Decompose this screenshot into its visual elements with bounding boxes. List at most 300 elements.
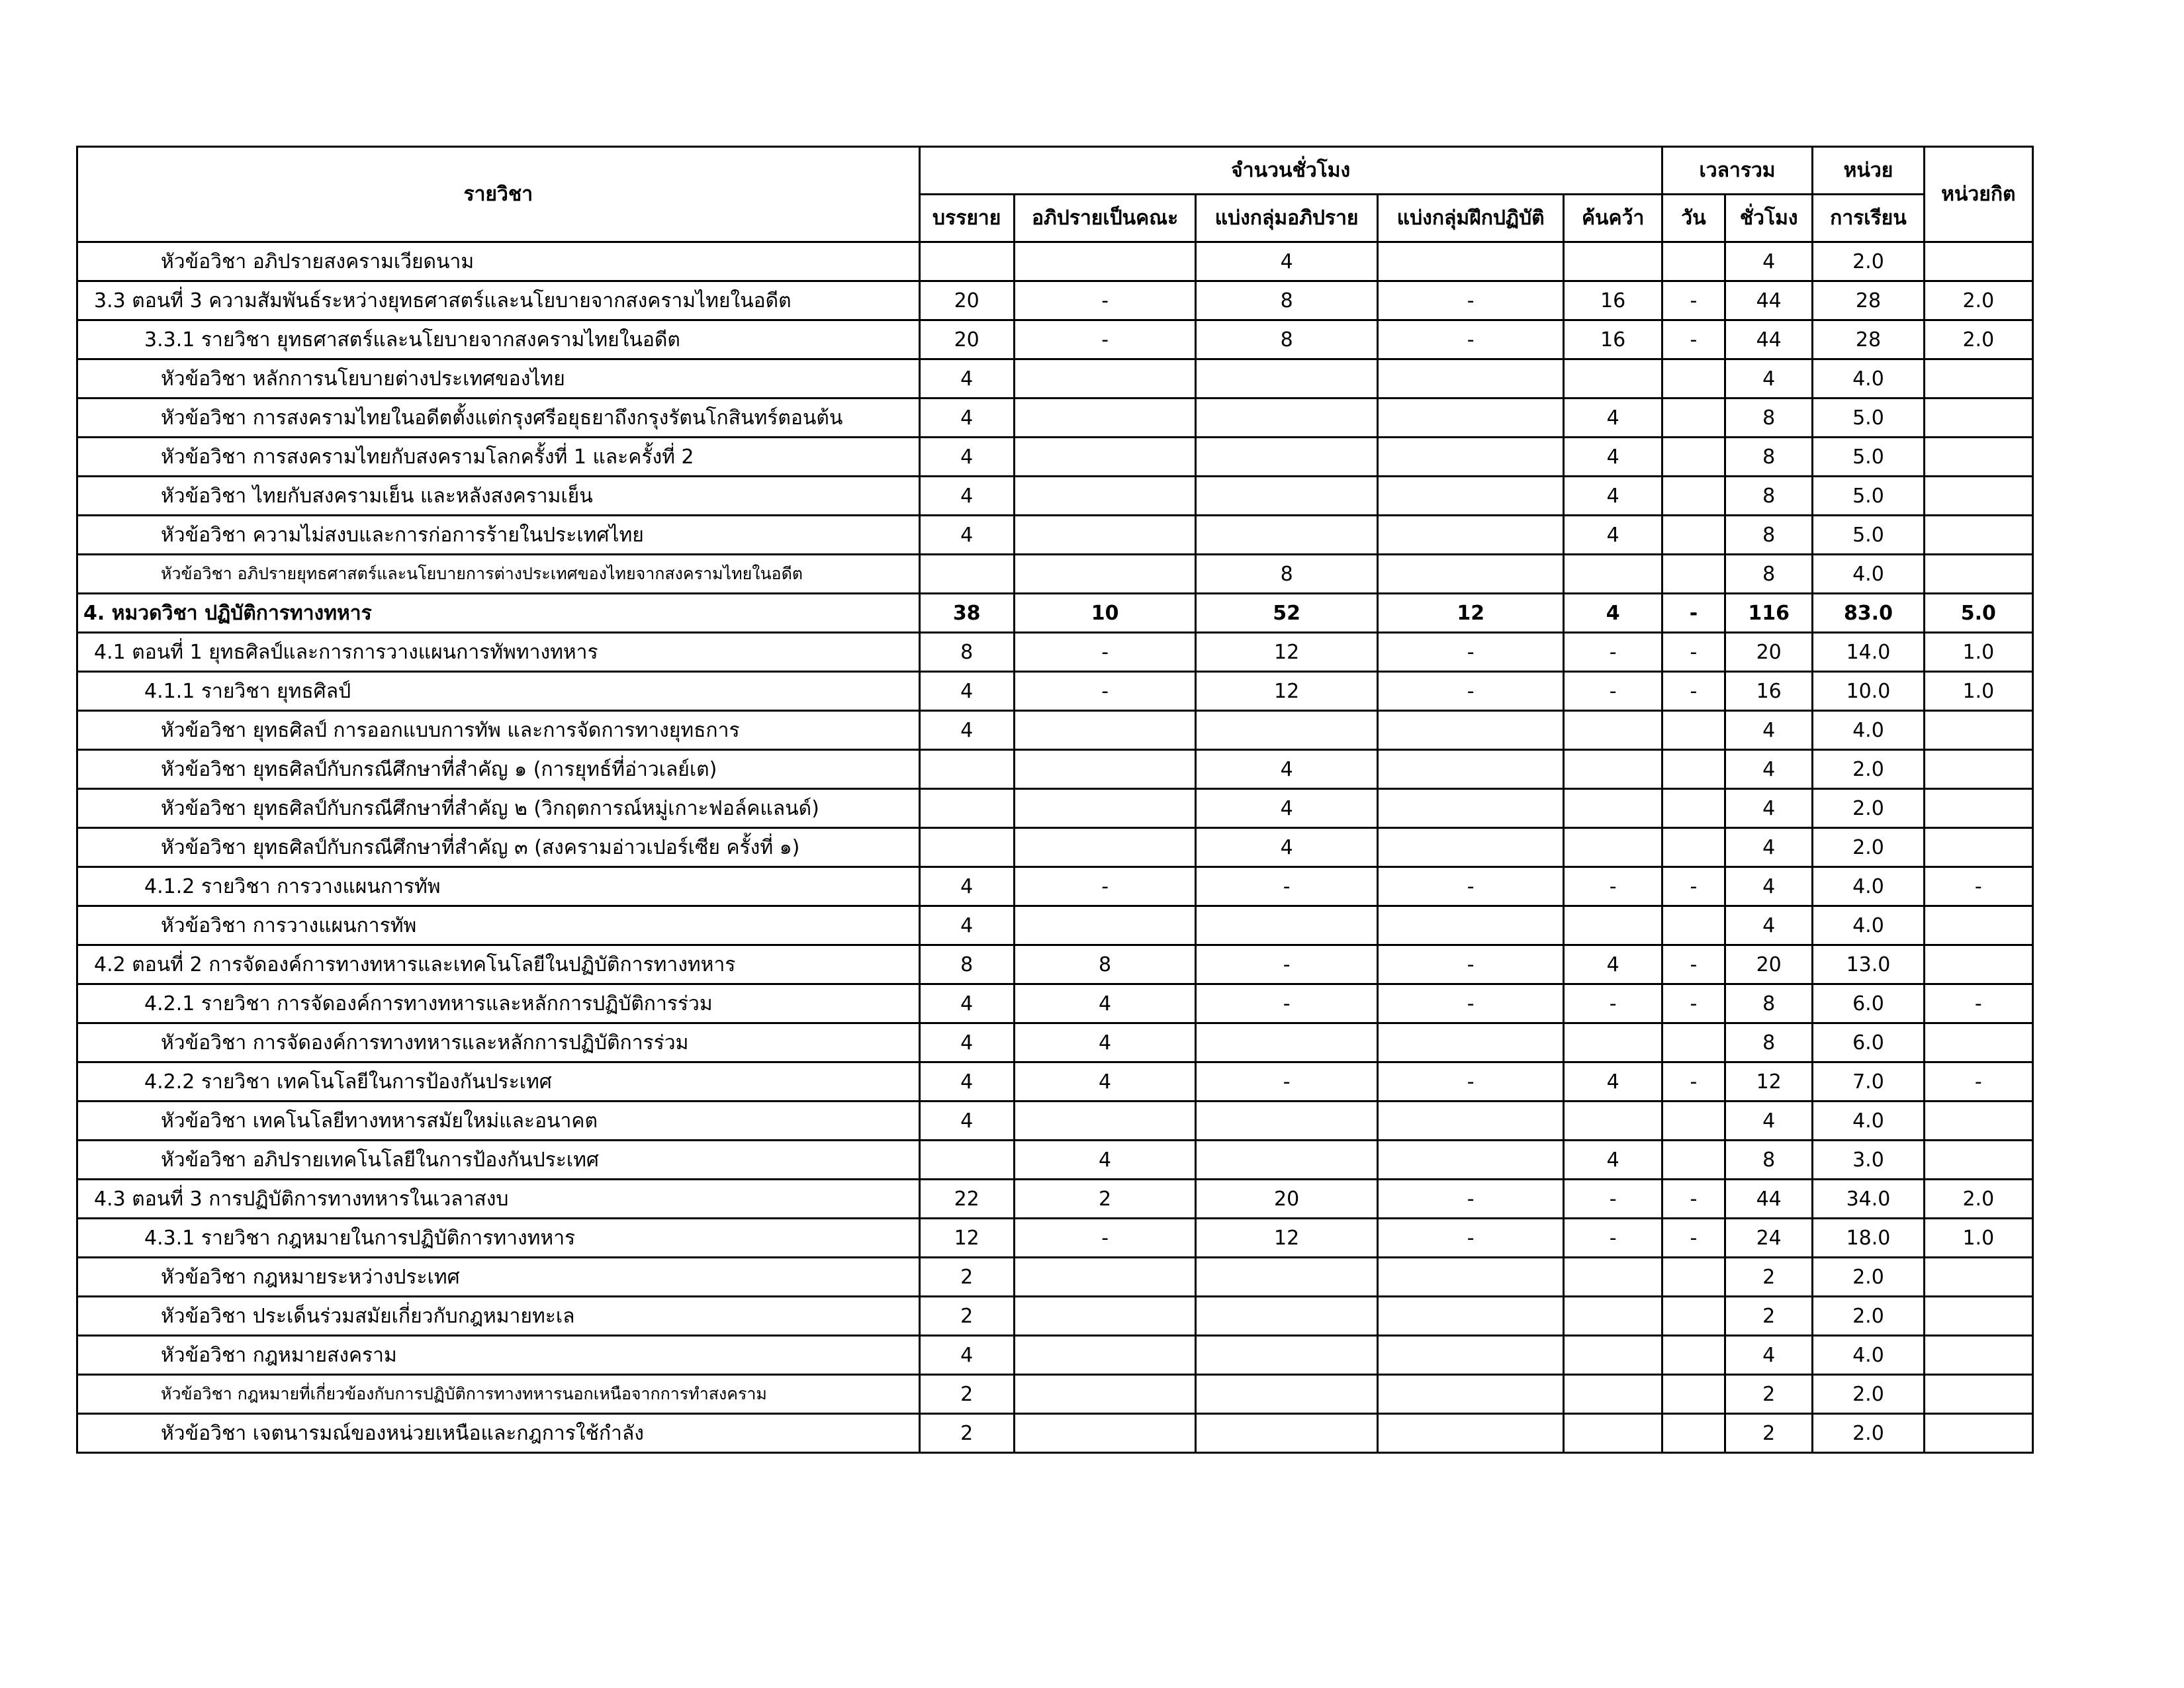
cell-subgroup-discussion: 4 — [1196, 750, 1378, 789]
cell-hours: 4 — [1725, 1336, 1813, 1375]
cell-subgroup-practice: - — [1377, 281, 1564, 320]
cell-group-discussion — [1014, 242, 1196, 281]
cell-group-discussion: 4 — [1014, 1141, 1196, 1180]
cell-unit: 2.0 — [1813, 1258, 1924, 1297]
cell-research: - — [1564, 672, 1662, 711]
cell-subgroup-practice — [1377, 906, 1564, 945]
cell-hours: 4 — [1725, 242, 1813, 281]
cell-lecture: 4 — [919, 984, 1014, 1023]
cell-subgroup-discussion — [1196, 1375, 1378, 1414]
cell-group-discussion — [1014, 1336, 1196, 1375]
cell-credit: 2.0 — [1924, 1180, 2032, 1219]
cell-subgroup-discussion — [1196, 711, 1378, 750]
cell-research — [1564, 1375, 1662, 1414]
cell-credit — [1924, 1023, 2032, 1062]
cell-unit: 4.0 — [1813, 867, 1924, 906]
cell-hours: 2 — [1725, 1297, 1813, 1336]
cell-days — [1662, 750, 1725, 789]
cell-lecture: 2 — [919, 1375, 1014, 1414]
cell-subgroup-practice — [1377, 555, 1564, 594]
cell-hours: 116 — [1725, 594, 1813, 633]
cell-days — [1662, 1258, 1725, 1297]
cell-credit — [1924, 1297, 2032, 1336]
table-row — [77, 867, 2033, 906]
cell-days: - — [1662, 1219, 1725, 1258]
cell-unit: 4.0 — [1813, 1336, 1924, 1375]
cell-hours: 20 — [1725, 945, 1813, 984]
row-subject: 4.1.1 รายวิชา ยุทธศิลป์ — [77, 672, 920, 711]
header-total-time: เวลารวม — [1662, 147, 1812, 195]
table-row — [77, 1336, 2033, 1375]
table-body — [77, 242, 2033, 1453]
cell-group-discussion: 10 — [1014, 594, 1196, 633]
cell-subgroup-practice — [1377, 1414, 1564, 1453]
cell-days: - — [1662, 1180, 1725, 1219]
table-row — [77, 828, 2033, 867]
cell-credit — [1924, 1414, 2032, 1453]
cell-group-discussion: - — [1014, 1219, 1196, 1258]
cell-days: - — [1662, 594, 1725, 633]
cell-research: - — [1564, 867, 1662, 906]
cell-research: - — [1564, 984, 1662, 1023]
cell-unit: 34.0 — [1813, 1180, 1924, 1219]
cell-unit: 83.0 — [1813, 594, 1924, 633]
cell-unit: 4.0 — [1813, 906, 1924, 945]
cell-unit: 5.0 — [1813, 477, 1924, 516]
cell-research: 4 — [1564, 477, 1662, 516]
header-unit-bottom: การเรียน — [1813, 195, 1924, 242]
cell-days: - — [1662, 1062, 1725, 1102]
cell-credit — [1924, 477, 2032, 516]
row-subject: หัวข้อวิชา การวางแผนการทัพ — [77, 906, 920, 945]
cell-days — [1662, 1297, 1725, 1336]
table-row — [77, 750, 2033, 789]
cell-research — [1564, 1023, 1662, 1062]
cell-subgroup-discussion: 4 — [1196, 242, 1378, 281]
cell-group-discussion: - — [1014, 320, 1196, 359]
cell-hours: 20 — [1725, 633, 1813, 672]
cell-subgroup-practice: - — [1377, 1062, 1564, 1102]
cell-days: - — [1662, 945, 1725, 984]
cell-group-discussion — [1014, 438, 1196, 477]
cell-lecture: 38 — [919, 594, 1014, 633]
cell-group-discussion — [1014, 516, 1196, 555]
cell-subgroup-discussion — [1196, 1414, 1378, 1453]
cell-lecture: 8 — [919, 945, 1014, 984]
cell-hours: 4 — [1725, 711, 1813, 750]
cell-lecture: 20 — [919, 281, 1014, 320]
cell-hours: 44 — [1725, 320, 1813, 359]
cell-credit — [1924, 945, 2032, 984]
cell-credit — [1924, 1375, 2032, 1414]
cell-subgroup-practice — [1377, 1258, 1564, 1297]
cell-lecture — [919, 242, 1014, 281]
cell-research: 16 — [1564, 281, 1662, 320]
cell-hours: 8 — [1725, 516, 1813, 555]
cell-unit: 28 — [1813, 320, 1924, 359]
cell-lecture: 4 — [919, 399, 1014, 438]
cell-days — [1662, 438, 1725, 477]
row-subject: 4.2.1 รายวิชา การจัดองค์การทางทหารและหลักการปฏิบัติการร่วม — [77, 984, 920, 1023]
cell-lecture: 2 — [919, 1297, 1014, 1336]
table-row — [77, 1180, 2033, 1219]
cell-lecture: 4 — [919, 1102, 1014, 1141]
cell-days: - — [1662, 281, 1725, 320]
row-subject: หัวข้อวิชา ยุทธศิลป์กับกรณีศึกษาที่สำคัญ ๓ (สงครามอ่าวเปอร์เซีย ครั้งที่ ๑) — [77, 828, 920, 867]
cell-subgroup-practice: - — [1377, 867, 1564, 906]
cell-research: - — [1564, 633, 1662, 672]
table-row — [77, 1375, 2033, 1414]
cell-group-discussion: 8 — [1014, 945, 1196, 984]
cell-hours: 8 — [1725, 1023, 1813, 1062]
cell-credit — [1924, 750, 2032, 789]
cell-subgroup-discussion: 20 — [1196, 1180, 1378, 1219]
cell-days: - — [1662, 672, 1725, 711]
cell-subgroup-practice — [1377, 438, 1564, 477]
cell-group-discussion — [1014, 828, 1196, 867]
cell-lecture: 4 — [919, 672, 1014, 711]
cell-subgroup-practice — [1377, 359, 1564, 399]
cell-research — [1564, 1258, 1662, 1297]
cell-subgroup-discussion — [1196, 477, 1378, 516]
cell-subgroup-discussion — [1196, 1141, 1378, 1180]
cell-hours: 4 — [1725, 750, 1813, 789]
header-days: วัน — [1662, 195, 1725, 242]
table-row — [77, 438, 2033, 477]
cell-group-discussion — [1014, 1297, 1196, 1336]
header-hours-group: จำนวนชั่วโมง — [919, 147, 1662, 195]
cell-lecture: 4 — [919, 477, 1014, 516]
cell-group-discussion — [1014, 1375, 1196, 1414]
cell-subgroup-practice: - — [1377, 1180, 1564, 1219]
cell-subgroup-practice — [1377, 242, 1564, 281]
cell-days — [1662, 477, 1725, 516]
cell-lecture: 4 — [919, 867, 1014, 906]
row-subject: หัวข้อวิชา อภิปรายเทคโนโลยีในการป้องกันประเทศ — [77, 1141, 920, 1180]
cell-hours: 4 — [1725, 359, 1813, 399]
row-subject: หัวข้อวิชา กฎหมายระหว่างประเทศ — [77, 1258, 920, 1297]
header-subgroup-discussion: แบ่งกลุ่มอภิปราย — [1196, 195, 1378, 242]
cell-subgroup-practice — [1377, 1023, 1564, 1062]
cell-credit: - — [1924, 867, 2032, 906]
cell-credit — [1924, 711, 2032, 750]
cell-hours: 2 — [1725, 1258, 1813, 1297]
cell-subgroup-discussion — [1196, 1023, 1378, 1062]
cell-days — [1662, 1375, 1725, 1414]
cell-subgroup-practice — [1377, 828, 1564, 867]
header-hours: ชั่วโมง — [1725, 195, 1813, 242]
cell-days: - — [1662, 633, 1725, 672]
cell-subgroup-discussion — [1196, 438, 1378, 477]
cell-unit: 5.0 — [1813, 438, 1924, 477]
cell-unit: 2.0 — [1813, 828, 1924, 867]
header-unit-top: หน่วย — [1813, 147, 1924, 195]
row-subject: 3.3 ตอนที่ 3 ความสัมพันธ์ระหว่างยุทธศาสตร์และนโยบายจากสงครามไทยในอดีต — [77, 281, 920, 320]
cell-subgroup-discussion: - — [1196, 867, 1378, 906]
row-subject: หัวข้อวิชา ยุทธศิลป์ การออกแบบการทัพ และการจัดการทางยุทธการ — [77, 711, 920, 750]
cell-research — [1564, 359, 1662, 399]
table-row — [77, 984, 2033, 1023]
header-subgroup-practice: แบ่งกลุ่มฝึกปฏิบัติ — [1377, 195, 1564, 242]
row-subject: หัวข้อวิชา ความไม่สงบและการก่อการร้ายในประเทศไทย — [77, 516, 920, 555]
cell-group-discussion — [1014, 477, 1196, 516]
table-row — [77, 320, 2033, 359]
row-subject: หัวข้อวิชา เทคโนโลยีทางทหารสมัยใหม่และอนาคต — [77, 1102, 920, 1141]
cell-days — [1662, 1102, 1725, 1141]
cell-days — [1662, 789, 1725, 828]
cell-days — [1662, 711, 1725, 750]
cell-lecture: 4 — [919, 1336, 1014, 1375]
cell-hours: 8 — [1725, 555, 1813, 594]
table-row — [77, 594, 2033, 633]
cell-subgroup-practice — [1377, 477, 1564, 516]
cell-hours: 8 — [1725, 438, 1813, 477]
cell-group-discussion: 4 — [1014, 1023, 1196, 1062]
cell-unit: 28 — [1813, 281, 1924, 320]
row-subject: 4.1 ตอนที่ 1 ยุทธศิลป์และการการวางแผนการทัพทางทหาร — [77, 633, 920, 672]
cell-days — [1662, 555, 1725, 594]
header-research: ค้นคว้า — [1564, 195, 1662, 242]
cell-subgroup-practice: - — [1377, 984, 1564, 1023]
cell-credit: 2.0 — [1924, 320, 2032, 359]
cell-subgroup-practice — [1377, 1297, 1564, 1336]
cell-lecture: 4 — [919, 359, 1014, 399]
cell-unit: 14.0 — [1813, 633, 1924, 672]
cell-subgroup-practice: - — [1377, 633, 1564, 672]
cell-credit — [1924, 399, 2032, 438]
cell-lecture: 2 — [919, 1258, 1014, 1297]
cell-subgroup-practice — [1377, 1141, 1564, 1180]
cell-credit — [1924, 828, 2032, 867]
cell-subgroup-discussion: 12 — [1196, 672, 1378, 711]
cell-lecture — [919, 828, 1014, 867]
cell-research — [1564, 828, 1662, 867]
cell-lecture: 4 — [919, 906, 1014, 945]
cell-lecture: 4 — [919, 438, 1014, 477]
cell-subgroup-practice — [1377, 1102, 1564, 1141]
cell-hours: 8 — [1725, 984, 1813, 1023]
cell-group-discussion — [1014, 1102, 1196, 1141]
cell-credit — [1924, 1336, 2032, 1375]
cell-days — [1662, 828, 1725, 867]
cell-research — [1564, 789, 1662, 828]
table-row — [77, 281, 2033, 320]
cell-subgroup-discussion — [1196, 1258, 1378, 1297]
cell-group-discussion — [1014, 789, 1196, 828]
cell-credit — [1924, 1258, 2032, 1297]
row-subject: หัวข้อวิชา เจตนารมณ์ของหน่วยเหนือและกฎการใช้กำลัง — [77, 1414, 920, 1453]
cell-days: - — [1662, 867, 1725, 906]
cell-subgroup-practice — [1377, 711, 1564, 750]
cell-unit: 4.0 — [1813, 1102, 1924, 1141]
row-subject: หัวข้อวิชา กฎหมายสงคราม — [77, 1336, 920, 1375]
cell-unit: 4.0 — [1813, 359, 1924, 399]
cell-lecture — [919, 555, 1014, 594]
cell-credit: - — [1924, 984, 2032, 1023]
cell-research: 4 — [1564, 945, 1662, 984]
cell-unit: 5.0 — [1813, 516, 1924, 555]
cell-lecture: 4 — [919, 516, 1014, 555]
table-row — [77, 945, 2033, 984]
cell-unit: 2.0 — [1813, 1297, 1924, 1336]
cell-lecture — [919, 789, 1014, 828]
row-subject: 4.2 ตอนที่ 2 การจัดองค์การทางทหารและเทคโนโลยีในปฏิบัติการทางทหาร — [77, 945, 920, 984]
cell-credit: 1.0 — [1924, 672, 2032, 711]
cell-lecture — [919, 1141, 1014, 1180]
row-subject: หัวข้อวิชา ไทยกับสงครามเย็น และหลังสงครามเย็น — [77, 477, 920, 516]
cell-unit: 10.0 — [1813, 672, 1924, 711]
cell-credit: 5.0 — [1924, 594, 2032, 633]
cell-days: - — [1662, 984, 1725, 1023]
cell-research — [1564, 1297, 1662, 1336]
cell-unit: 2.0 — [1813, 789, 1924, 828]
cell-credit: 2.0 — [1924, 281, 2032, 320]
cell-subgroup-discussion: 8 — [1196, 320, 1378, 359]
cell-research: 4 — [1564, 399, 1662, 438]
cell-research: 4 — [1564, 516, 1662, 555]
cell-research — [1564, 1414, 1662, 1453]
table-row — [77, 1414, 2033, 1453]
cell-subgroup-practice — [1377, 1336, 1564, 1375]
cell-subgroup-practice — [1377, 750, 1564, 789]
cell-subgroup-practice — [1377, 789, 1564, 828]
cell-lecture: 8 — [919, 633, 1014, 672]
cell-days — [1662, 1336, 1725, 1375]
cell-hours: 2 — [1725, 1414, 1813, 1453]
cell-hours: 2 — [1725, 1375, 1813, 1414]
table-row — [77, 633, 2033, 672]
cell-group-discussion — [1014, 750, 1196, 789]
row-subject: 4.1.2 รายวิชา การวางแผนการทัพ — [77, 867, 920, 906]
row-subject: 4.2.2 รายวิชา เทคโนโลยีในการป้องกันประเทศ — [77, 1062, 920, 1102]
cell-days — [1662, 906, 1725, 945]
cell-subgroup-discussion: - — [1196, 984, 1378, 1023]
table-row — [77, 1258, 2033, 1297]
cell-credit — [1924, 438, 2032, 477]
row-subject: หัวข้อวิชา การจัดองค์การทางทหารและหลักการปฏิบัติการร่วม — [77, 1023, 920, 1062]
cell-hours: 8 — [1725, 399, 1813, 438]
cell-credit — [1924, 1102, 2032, 1141]
table-row — [77, 672, 2033, 711]
cell-unit: 2.0 — [1813, 750, 1924, 789]
cell-hours: 8 — [1725, 1141, 1813, 1180]
cell-lecture: 20 — [919, 320, 1014, 359]
row-subject: หัวข้อวิชา อภิปรายสงครามเวียดนาม — [77, 242, 920, 281]
cell-research: 4 — [1564, 594, 1662, 633]
cell-subgroup-discussion: - — [1196, 945, 1378, 984]
cell-subgroup-practice: - — [1377, 945, 1564, 984]
cell-hours: 44 — [1725, 1180, 1813, 1219]
cell-unit: 3.0 — [1813, 1141, 1924, 1180]
cell-research: 4 — [1564, 1141, 1662, 1180]
row-subject: หัวข้อวิชา การสงครามไทยกับสงครามโลกครั้งที่ 1 และครั้งที่ 2 — [77, 438, 920, 477]
cell-hours: 12 — [1725, 1062, 1813, 1102]
cell-unit: 2.0 — [1813, 242, 1924, 281]
cell-research — [1564, 242, 1662, 281]
row-subject: หัวข้อวิชา กฎหมายที่เกี่ยวข้องกับการปฏิบัติการทางทหารนอกเหนือจากการทำสงคราม — [77, 1375, 920, 1414]
cell-group-discussion — [1014, 1414, 1196, 1453]
cell-unit: 4.0 — [1813, 555, 1924, 594]
cell-group-discussion: - — [1014, 281, 1196, 320]
cell-subgroup-practice — [1377, 1375, 1564, 1414]
cell-credit: - — [1924, 1062, 2032, 1102]
cell-hours: 8 — [1725, 477, 1813, 516]
cell-hours: 24 — [1725, 1219, 1813, 1258]
cell-credit: 1.0 — [1924, 1219, 2032, 1258]
cell-unit: 7.0 — [1813, 1062, 1924, 1102]
cell-unit: 18.0 — [1813, 1219, 1924, 1258]
cell-subgroup-discussion: 4 — [1196, 828, 1378, 867]
cell-research: - — [1564, 1180, 1662, 1219]
cell-group-discussion — [1014, 555, 1196, 594]
cell-days — [1662, 1023, 1725, 1062]
cell-days — [1662, 399, 1725, 438]
cell-group-discussion: - — [1014, 672, 1196, 711]
cell-research — [1564, 711, 1662, 750]
cell-research — [1564, 555, 1662, 594]
cell-lecture: 4 — [919, 1062, 1014, 1102]
cell-group-discussion — [1014, 711, 1196, 750]
cell-subgroup-discussion — [1196, 399, 1378, 438]
cell-days — [1662, 1414, 1725, 1453]
cell-unit: 13.0 — [1813, 945, 1924, 984]
cell-credit — [1924, 516, 2032, 555]
cell-group-discussion: 4 — [1014, 1062, 1196, 1102]
cell-subgroup-discussion: 8 — [1196, 555, 1378, 594]
cell-group-discussion — [1014, 1258, 1196, 1297]
cell-credit: 1.0 — [1924, 633, 2032, 672]
row-subject: หัวข้อวิชา การสงครามไทยในอดีตตั้งแต่กรุงศรีอยุธยาถึงกรุงรัตนโกสินทร์ตอนต้น — [77, 399, 920, 438]
row-subject: หัวข้อวิชา ยุทธศิลป์กับกรณีศึกษาที่สำคัญ ๑ (การยุทธ์ที่อ่าวเลย์เต) — [77, 750, 920, 789]
cell-unit: 2.0 — [1813, 1375, 1924, 1414]
row-subject: 4.3.1 รายวิชา กฎหมายในการปฏิบัติการทางทหาร — [77, 1219, 920, 1258]
cell-hours: 4 — [1725, 906, 1813, 945]
table-row — [77, 789, 2033, 828]
cell-research: 4 — [1564, 1062, 1662, 1102]
cell-group-discussion — [1014, 359, 1196, 399]
table-row — [77, 1062, 2033, 1102]
cell-subgroup-discussion — [1196, 359, 1378, 399]
cell-hours: 4 — [1725, 867, 1813, 906]
cell-credit — [1924, 789, 2032, 828]
cell-lecture: 22 — [919, 1180, 1014, 1219]
cell-subgroup-practice: - — [1377, 1219, 1564, 1258]
cell-subgroup-practice — [1377, 516, 1564, 555]
cell-research: - — [1564, 1219, 1662, 1258]
cell-hours: 4 — [1725, 828, 1813, 867]
table-row — [77, 242, 2033, 281]
cell-lecture: 12 — [919, 1219, 1014, 1258]
cell-hours: 44 — [1725, 281, 1813, 320]
cell-subgroup-discussion — [1196, 1102, 1378, 1141]
cell-unit: 2.0 — [1813, 1414, 1924, 1453]
cell-lecture: 4 — [919, 1023, 1014, 1062]
cell-group-discussion: 2 — [1014, 1180, 1196, 1219]
cell-subgroup-discussion: 8 — [1196, 281, 1378, 320]
cell-lecture: 2 — [919, 1414, 1014, 1453]
table-row — [77, 399, 2033, 438]
table-row — [77, 711, 2033, 750]
cell-credit — [1924, 1141, 2032, 1180]
row-subject: หัวข้อวิชา หลักการนโยบายต่างประเทศของไทย — [77, 359, 920, 399]
cell-subgroup-discussion: - — [1196, 1062, 1378, 1102]
cell-subgroup-discussion — [1196, 1336, 1378, 1375]
cell-subgroup-practice — [1377, 399, 1564, 438]
cell-group-discussion — [1014, 906, 1196, 945]
table-row — [77, 906, 2033, 945]
table-row — [77, 516, 2033, 555]
cell-subgroup-discussion: 52 — [1196, 594, 1378, 633]
